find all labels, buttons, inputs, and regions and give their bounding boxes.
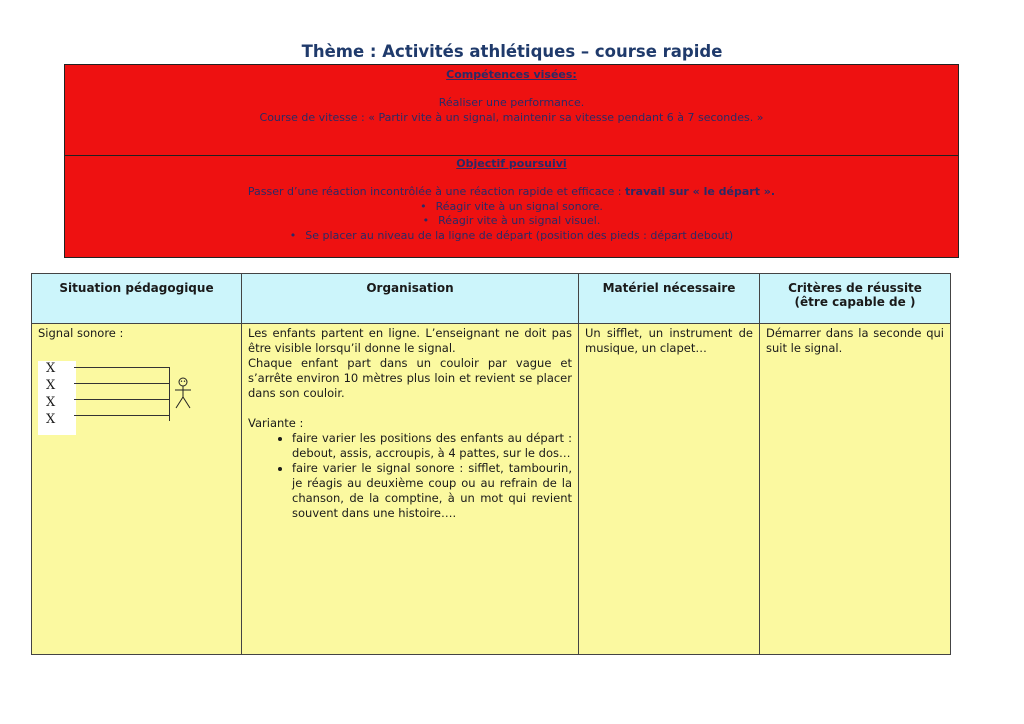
competences-heading: Compétences visées: bbox=[446, 68, 577, 81]
variante-item: • faire varier les positions des enfants au départ : debout, assis, accroupis, à 4 pattes, sur le dos… bbox=[292, 431, 572, 461]
header-criteres-line2: (être capable de ) bbox=[794, 295, 916, 309]
cell-situation bbox=[32, 324, 242, 655]
objectif-section bbox=[65, 155, 958, 257]
start-marks-box bbox=[38, 361, 76, 435]
objectives-box bbox=[64, 64, 959, 258]
teacher-figure-icon bbox=[170, 377, 196, 411]
variante-list bbox=[248, 431, 572, 521]
lane-line bbox=[74, 399, 169, 400]
competences-line2: Course de vitesse : « Partir vite à un signal, maintenir sa vitesse pendant 6 à 7 secondes. » bbox=[259, 110, 764, 124]
header-organisation: Organisation bbox=[242, 274, 579, 324]
objectif-intro-text: Passer d’une réaction incontrôlée à une réaction rapide et efficace : bbox=[247, 185, 622, 198]
lane-line bbox=[74, 383, 169, 384]
cell-materiel: Un sifflet, un instrument de musique, un clapet… bbox=[579, 324, 760, 655]
table-header-row bbox=[32, 274, 951, 324]
situation-text: Signal sonore : bbox=[38, 326, 124, 340]
organisation-p2: Chaque enfant part dans un couloir par vague et s’arrête environ 10 mètres plus loin et revient se placer dans son couloir. bbox=[248, 356, 572, 400]
objectif-bullet: • Réagir vite à un signal sonore. bbox=[65, 200, 958, 215]
lane-line bbox=[74, 415, 169, 416]
child-mark: X bbox=[46, 412, 56, 427]
cell-criteres: Démarrer dans la seconde qui suit le signal. bbox=[760, 324, 951, 655]
objectif-intro bbox=[65, 185, 958, 200]
competences-line1: Réaliser une performance. bbox=[438, 96, 585, 109]
pedagogy-table bbox=[31, 273, 951, 655]
lanes-diagram bbox=[38, 357, 238, 447]
page-title: Thème : Activités athlétiques – course rapide bbox=[301, 42, 723, 61]
variante-label: Variante : bbox=[248, 416, 304, 430]
cell-organisation bbox=[242, 324, 579, 655]
child-mark: X bbox=[46, 361, 56, 376]
header-materiel: Matériel nécessaire bbox=[579, 274, 760, 324]
competences-section bbox=[65, 65, 958, 156]
organisation-p1: Les enfants partent en ligne. L’enseignant ne doit pas être visible lorsqu’il donne le signal. bbox=[248, 326, 572, 355]
table-row bbox=[32, 324, 951, 655]
objectif-bullet: • Se placer au niveau de la ligne de départ (position des pieds : départ debout) bbox=[65, 229, 958, 244]
header-situation: Situation pédagogique bbox=[32, 274, 242, 324]
child-mark: X bbox=[46, 395, 56, 410]
objectif-heading: Objectif poursuivi bbox=[456, 157, 567, 170]
child-mark: X bbox=[46, 378, 56, 393]
header-criteres bbox=[760, 274, 951, 324]
lane-line bbox=[74, 367, 169, 368]
header-criteres-line1: Critères de réussite bbox=[788, 281, 922, 295]
objectif-intro-bold: travail sur « le départ ». bbox=[624, 185, 776, 198]
variante-item: • faire varier le signal sonore : sifflet, tambourin, je réagis au deuxième coup ou au refrain de la chanson, de la comptine, à un mot qui revient souvent dans une histoire…. bbox=[292, 461, 572, 521]
objectif-bullet: • Réagir vite à un signal visuel. bbox=[65, 214, 958, 229]
